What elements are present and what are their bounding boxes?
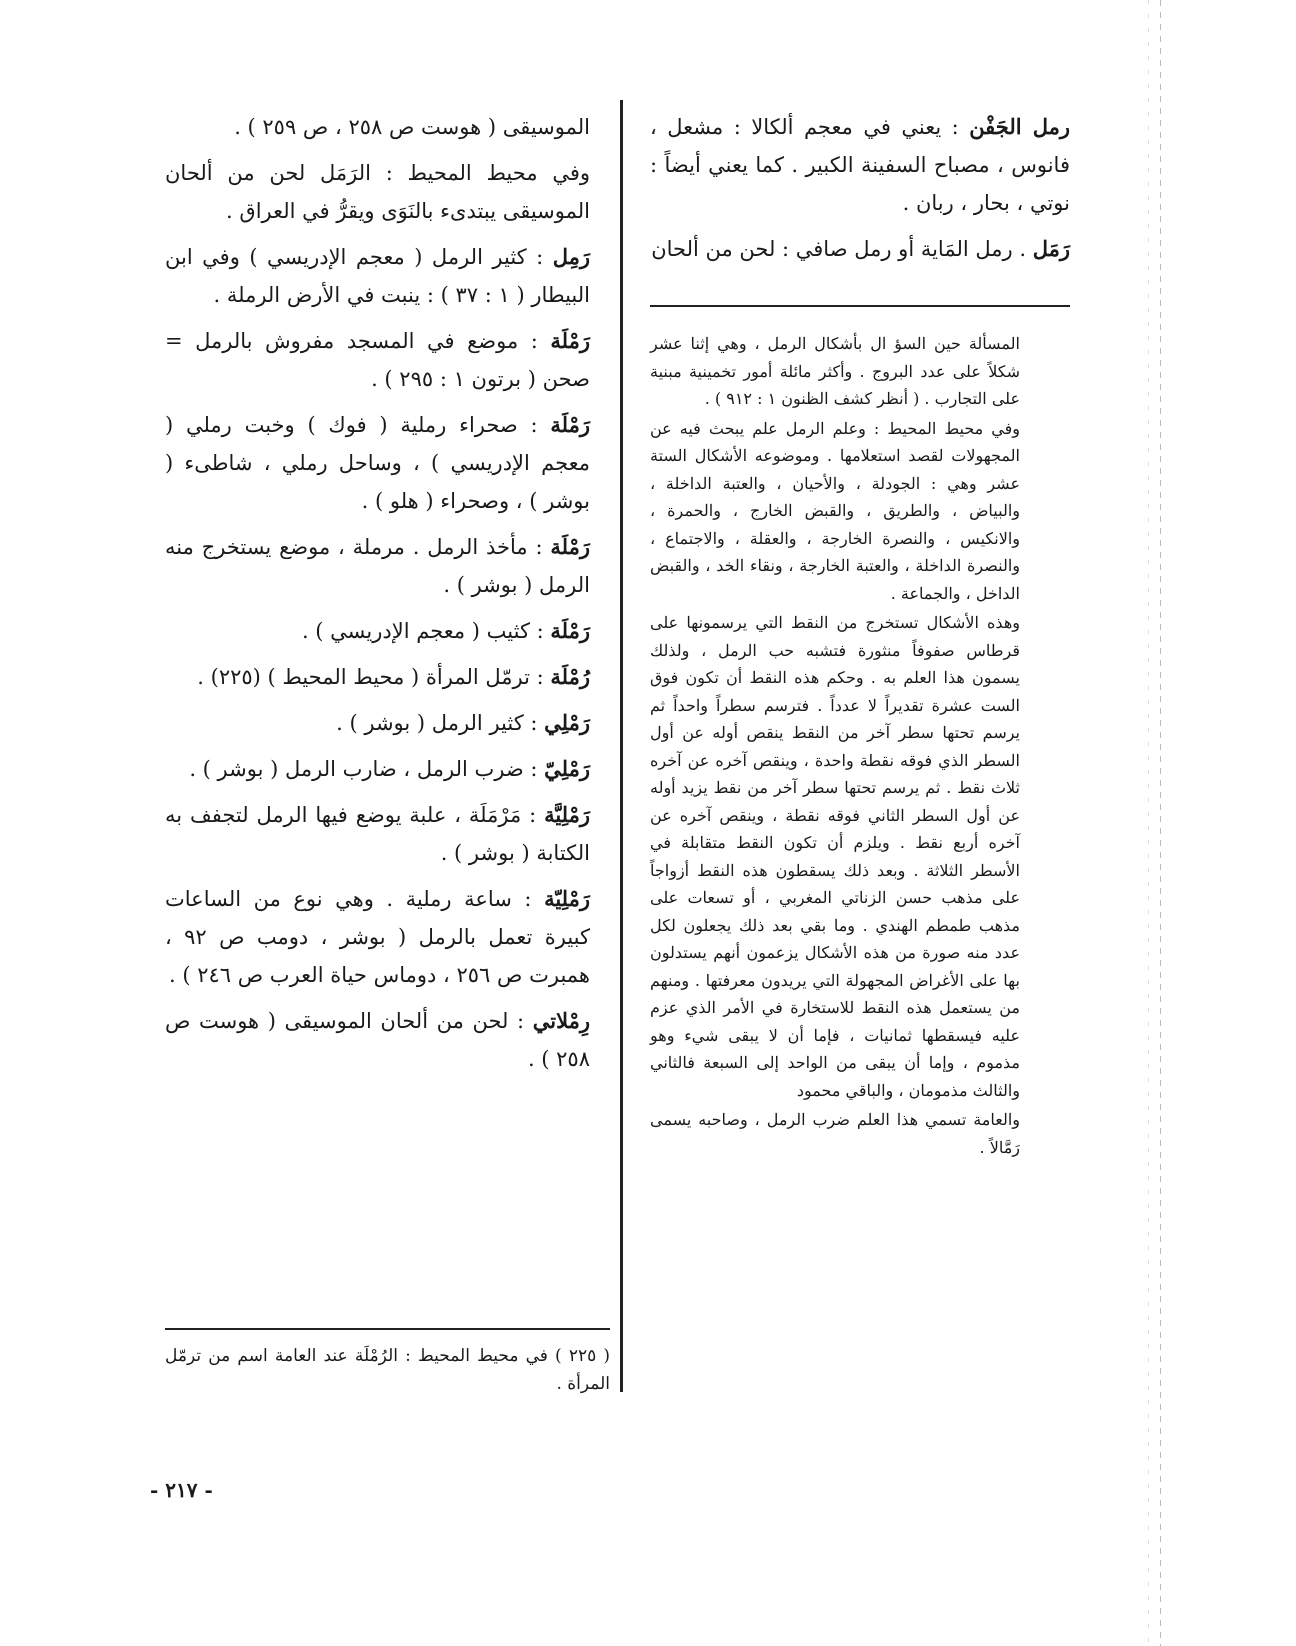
entry-text: : موضع في المسجد مفروش بالرمل = صحن ( برتون ١ : ٢٩٥ ) . xyxy=(165,329,590,391)
entry xyxy=(165,880,590,994)
scan-margin-line-2 xyxy=(1148,0,1149,1646)
headword: رَمْلَة xyxy=(550,412,590,437)
headword: رَمْلِيّة xyxy=(544,886,590,911)
entry xyxy=(165,750,590,788)
headword: رَمْلِي xyxy=(544,710,590,735)
entry-text: : لحن من ألحان الموسيقى ( هوست ص ٢٥٨ ) . xyxy=(165,1009,590,1071)
entry-text: الموسيقى ( هوست ص ٢٥٨ ، ص ٢٥٩ ) . xyxy=(234,115,590,139)
left-column xyxy=(165,108,590,1086)
column-divider xyxy=(620,100,623,1392)
entry-text: : مأخذ الرمل . مرملة ، موضع يستخرج منه الرمل ( بوشر ) . xyxy=(165,535,590,597)
entry xyxy=(650,230,1070,268)
headword: رَمِل xyxy=(552,244,590,269)
entry-text: : صحراء رملية ( فوك ) وخبت رملي ( معجم الإدريسي ) ، وساحل رملي ، شاطىء ( بوشر ) ، وصحراء ( هلو ) . xyxy=(165,413,590,513)
paragraph: وهذه الأشكال تستخرج من النقط التي يرسمونها على قرطاس صفوفاً منثورة فتشبه حب الرمل ، ولذلك يسمون هذا العلم به . وحكم هذه النقط أن تكون فوق الست عشرة تقديراً لا عدداً . فترسم سطراً واحداً ثم يرسم تحتها سطر آخر من النقط ينقص أوله عن أول السطر الذي فوقه نقطة واحدة ، وينقص آخره عن آخره ثلاث نقط . ثم يرسم تحتها سطر آخر من نقط يزيد أوله عن أول السطر الثاني فوقه نقطة ، وينقص آخره عن آخره أربع نقط . ويلزم أن تكون النقط متقابلة في الأسطر الثلاثة . وبعد ذلك يسقطون هذه النقط أزواجاً على مذهب حسن الزناتي المغربي ، أو تسعات على مذهب طمطم الهندي . وما بقي بعد ذلك يجعلون لكل عدد منه صورة من هذه الأشكال يزعمون أنهم يستدلون بها على الأغراض المجهولة التي يريدون معرفتها . ومنهم من يستعمل هذه النقط للاستخارة في الأمر الذي عزم عليه فيسقطها ثمانيات ، فإما أن لا يبقى شيء وهو مذموم ، وإما أن يبقى من الواحد إلى السبعة فالثاني والثالث مذمومان ، والباقي محمود xyxy=(650,613,1020,1100)
paragraph: المسألة حين السؤ ال بأشكال الرمل ، وهي إثنا عشر شكلاً على عدد البروج . وأكثر مائلة أمور تخمينية مبنية على التجارب . ( أنظر كشف الظنون ١ : ٩١٢ ) . xyxy=(650,334,1020,408)
headword: رَمْلَة xyxy=(550,534,590,559)
entry xyxy=(165,704,590,742)
headword: رَمْلِيَّة xyxy=(544,802,590,827)
entry xyxy=(165,528,590,604)
headword: رمل الجَفْن xyxy=(969,114,1070,139)
entry-text: : ساعة رملية . وهي نوع من الساعات كبيرة تعمل بالرمل ( بوشر ، دومب ص ٩٢ ، همبرت ص ٢٥٦ ، دوماس حياة العرب ص ٢٤٦ ) . xyxy=(165,887,590,987)
entry xyxy=(165,406,590,520)
entry-text: . رمل المَاية أو رمل صافي : لحن من ألحان xyxy=(651,237,1033,261)
headword: رُمْلَة xyxy=(550,664,590,689)
paragraph: وفي محيط المحيط : وعلم الرمل علم يبحث فيه عن المجهولات لقصد استعلامها . وموضوعه الأشكال الستة عشر وهي : الجودلة ، والأحيان ، والعتبة الداخلة ، والبياض ، والطريق ، والقبض الخارج ، والحمرة ، والانكيس ، والنصرة الخارجة ، والعقلة ، والاجتماع ، والنصرة الداخلة ، والعتبة الخارجة ، ونقاء الخد ، والقبض الداخل ، والجماعة . xyxy=(650,418,1020,603)
entry-text: : يعني في معجم ألكالا : مشعل ، فانوس ، مصباح السفينة الكبير . كما يعني أيضاً : نوتي ، بحار ، ربان . xyxy=(650,115,1070,215)
scan-margin-line xyxy=(1160,0,1161,1646)
headword: رِمْلاتي xyxy=(532,1008,590,1033)
entry xyxy=(165,108,590,146)
headword: رَمْلَة xyxy=(550,328,590,353)
page-number: - ٢١٧ - xyxy=(150,1478,213,1502)
paragraph: والعامة تسمي هذا العلم ضرب الرمل ، وصاحبه يسمى رَمَّالاً . xyxy=(650,1110,1020,1157)
quoted-block xyxy=(650,330,1020,1163)
section-rule xyxy=(650,305,1070,307)
headword: رَمْلَة xyxy=(550,618,590,643)
entry xyxy=(650,108,1070,222)
entry-text: : كثيب ( معجم الإدريسي ) . xyxy=(301,619,551,643)
entry-text: : كثير الرمل ( بوشر ) . xyxy=(336,711,545,735)
entry xyxy=(165,322,590,398)
footnote-rule xyxy=(165,1328,610,1330)
entry-text: : كثير الرمل ( معجم الإدريسي ) وفي ابن البيطار ( ١ : ٣٧ ) : ينبت في الأرض الرملة . xyxy=(165,245,590,307)
entry xyxy=(165,154,590,230)
entry xyxy=(165,1002,590,1078)
entry xyxy=(165,238,590,314)
headword: رَمْلِيّ xyxy=(544,756,590,781)
entry-text: : ضرب الرمل ، ضارب الرمل ( بوشر ) . xyxy=(189,757,545,781)
right-column xyxy=(650,108,1070,276)
entry xyxy=(165,612,590,650)
entry xyxy=(165,796,590,872)
entry-text: : ترمّل المرأة ( محيط المحيط ) (٢٢٥) . xyxy=(197,665,551,689)
entry-text: وفي محيط المحيط : الرَمَل لحن من ألحان الموسيقى يبتدىء بالنَوَى ويقرُّ في العراق . xyxy=(165,161,590,223)
headword: رَمَل xyxy=(1032,236,1070,261)
footnote: ( ٢٢٥ ) في محيط المحيط : الرُمْلَة عند العامة اسم من ترمّل المرأة . xyxy=(165,1346,610,1394)
entry-text: : مَرْمَلَة ، علبة يوضع فيها الرمل لتجفف به الكتابة ( بوشر ) . xyxy=(165,803,590,865)
entry xyxy=(165,658,590,696)
